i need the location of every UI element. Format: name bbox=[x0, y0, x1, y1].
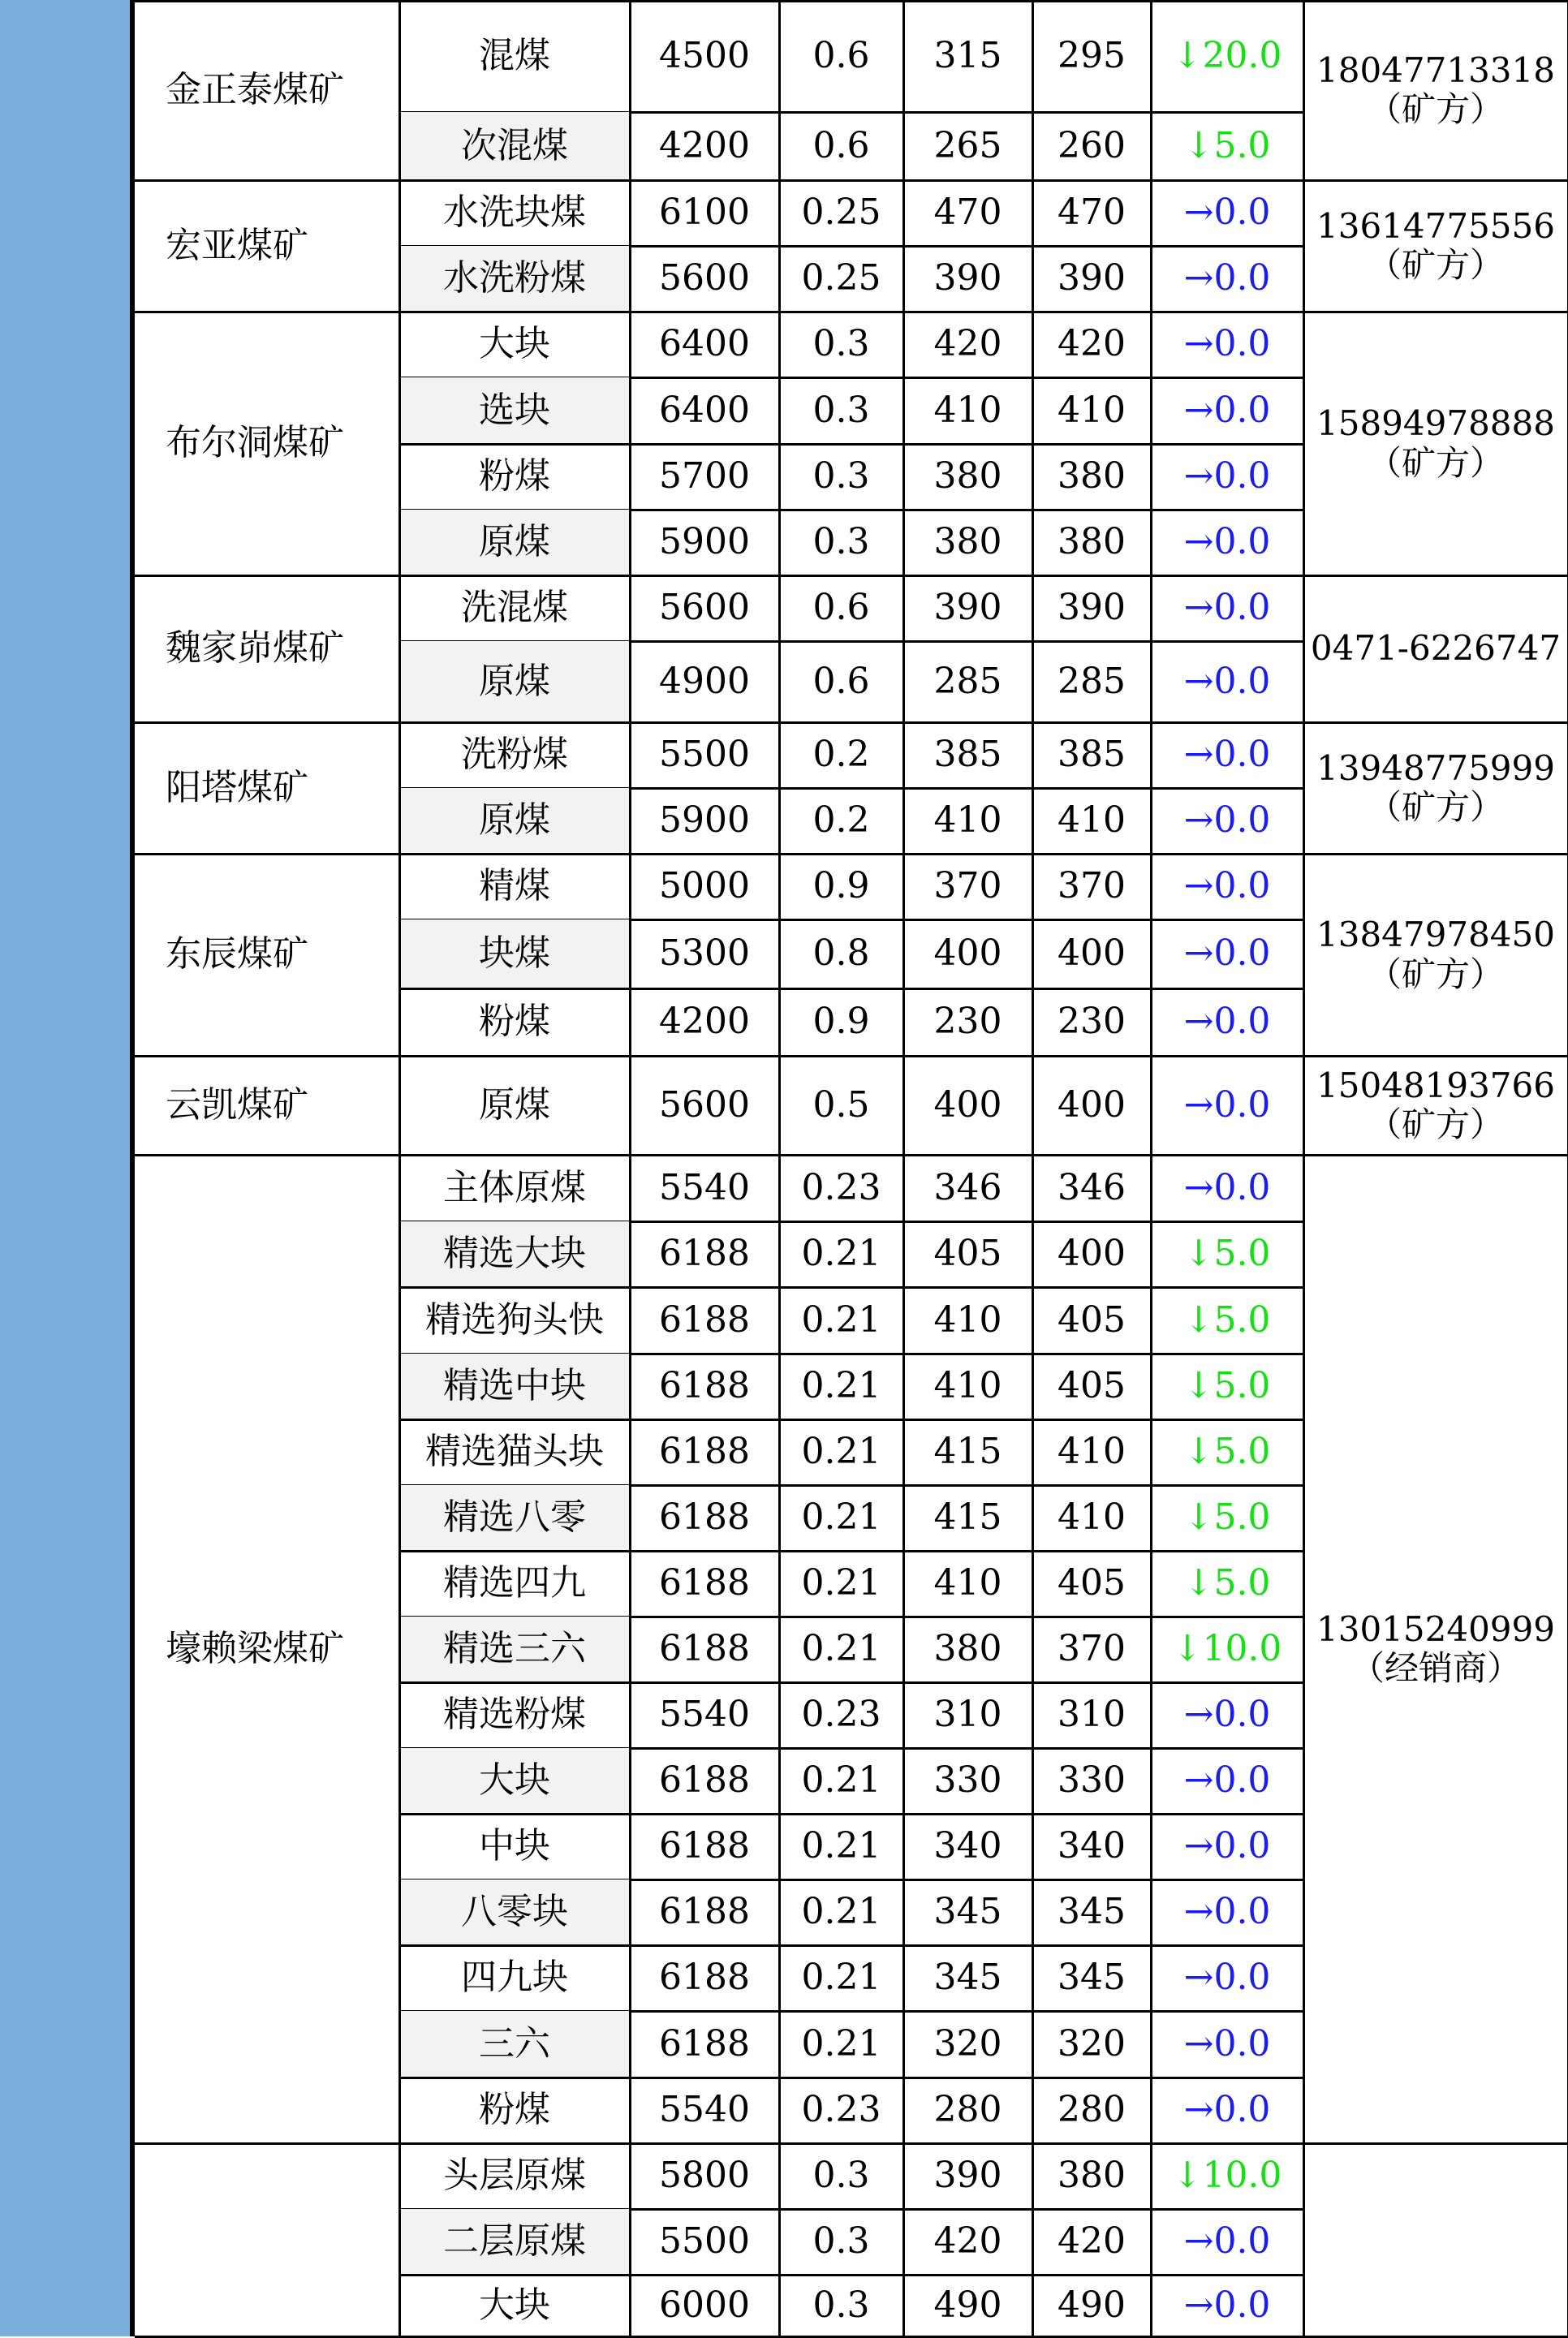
coal-price-table bbox=[135, 0, 1568, 2336]
contact-phone: 0471-6226747 bbox=[1310, 628, 1562, 669]
calorific-cell: 5540 bbox=[659, 1166, 750, 1208]
sulfur-cell: 0.8 bbox=[812, 932, 870, 975]
prev-price-cell: 390 bbox=[933, 2155, 1002, 2197]
price-cell: 470 bbox=[1058, 192, 1126, 234]
prev-price-cell: 280 bbox=[933, 2089, 1002, 2131]
contact-cell bbox=[1303, 1155, 1568, 2143]
product-cell: 主体原煤 bbox=[443, 1166, 586, 1208]
mine-name-cell: 金正泰煤矿 bbox=[166, 68, 344, 110]
product-cell: 粉煤 bbox=[479, 2089, 550, 2131]
contact-role: （矿方） bbox=[1367, 787, 1504, 827]
change-cell: →0.0 bbox=[1183, 587, 1271, 629]
sulfur-cell: 0.21 bbox=[801, 1957, 881, 1999]
prev-price-cell: 380 bbox=[933, 1628, 1002, 1670]
change-cell: ↓5.0 bbox=[1183, 1233, 1271, 1275]
sulfur-cell: 0.6 bbox=[812, 587, 870, 629]
sulfur-cell: 0.3 bbox=[812, 455, 870, 497]
calorific-cell: 5600 bbox=[659, 587, 750, 629]
sulfur-cell: 0.3 bbox=[812, 323, 870, 365]
sulfur-cell: 0.21 bbox=[801, 1891, 881, 1933]
sulfur-cell: 0.21 bbox=[801, 1431, 881, 1473]
product-cell: 大块 bbox=[399, 1748, 630, 1814]
sulfur-cell: 0.25 bbox=[801, 257, 881, 299]
sulfur-cell: 0.3 bbox=[812, 2284, 870, 2326]
change-cell: ↓5.0 bbox=[1183, 1562, 1271, 1604]
change-cell: →0.0 bbox=[1183, 455, 1271, 497]
contact-cell bbox=[1303, 854, 1568, 1056]
contact-phone: 13614775556 bbox=[1316, 205, 1555, 246]
mine-name-cell: 宏亚煤矿 bbox=[166, 224, 308, 266]
prev-price-cell: 230 bbox=[933, 1001, 1002, 1043]
change-cell: →0.0 bbox=[1183, 734, 1271, 776]
sulfur-cell: 0.5 bbox=[812, 1083, 870, 1126]
product-cell: 洗粉煤 bbox=[461, 734, 568, 776]
product-cell: 精选中块 bbox=[399, 1354, 630, 1419]
prev-price-cell: 400 bbox=[933, 1083, 1002, 1126]
change-cell: →0.0 bbox=[1183, 1891, 1271, 1933]
product-cell: 中块 bbox=[479, 1825, 550, 1867]
price-cell: 260 bbox=[1058, 124, 1126, 166]
prev-price-cell: 315 bbox=[933, 34, 1002, 76]
calorific-cell: 6400 bbox=[659, 323, 750, 365]
price-cell: 380 bbox=[1058, 455, 1126, 497]
product-cell: 原煤 bbox=[479, 1083, 550, 1126]
change-cell: →0.0 bbox=[1183, 932, 1271, 975]
contact-cell bbox=[1303, 180, 1568, 312]
prev-price-cell: 285 bbox=[933, 660, 1002, 702]
prev-price-cell: 390 bbox=[933, 257, 1002, 299]
calorific-cell: 4500 bbox=[659, 34, 750, 76]
sulfur-cell: 0.21 bbox=[801, 1233, 881, 1275]
calorific-cell: 5000 bbox=[659, 865, 750, 907]
product-cell: 粉煤 bbox=[479, 455, 550, 497]
contact-phone: 13015240999 bbox=[1316, 1608, 1555, 1649]
change-cell: →0.0 bbox=[1183, 192, 1271, 234]
change-cell: →0.0 bbox=[1183, 323, 1271, 365]
price-cell: 320 bbox=[1058, 2022, 1126, 2065]
product-cell: 原煤 bbox=[399, 510, 630, 575]
product-cell: 精选四九 bbox=[443, 1562, 586, 1604]
calorific-cell: 5900 bbox=[659, 799, 750, 842]
change-cell: ↓5.0 bbox=[1183, 124, 1271, 166]
price-cell: 370 bbox=[1058, 1628, 1126, 1670]
product-cell: 四九块 bbox=[461, 1957, 568, 1999]
contact-role: （矿方） bbox=[1367, 89, 1504, 129]
calorific-cell: 6188 bbox=[659, 1759, 750, 1802]
prev-price-cell: 410 bbox=[933, 389, 1002, 431]
calorific-cell: 6400 bbox=[659, 389, 750, 431]
price-cell: 400 bbox=[1058, 932, 1126, 975]
prev-price-cell: 330 bbox=[933, 1759, 1002, 1802]
contact-phone: 18047713318 bbox=[1316, 50, 1555, 90]
mine-name-cell: 东辰煤矿 bbox=[166, 933, 308, 975]
change-cell: →0.0 bbox=[1183, 257, 1271, 299]
mine-name-cell: 魏家峁煤矿 bbox=[166, 627, 344, 670]
change-cell: →0.0 bbox=[1183, 2284, 1271, 2326]
price-cell: 420 bbox=[1058, 2220, 1126, 2263]
change-cell: →0.0 bbox=[1183, 1825, 1271, 1867]
column-divider bbox=[398, 0, 401, 2336]
price-cell: 390 bbox=[1058, 257, 1126, 299]
contact-role: （矿方） bbox=[1367, 442, 1504, 483]
price-cell: 410 bbox=[1058, 1431, 1126, 1473]
mine-name-cell bbox=[135, 2143, 399, 2336]
sulfur-cell: 0.21 bbox=[801, 1825, 881, 1867]
prev-price-cell: 470 bbox=[933, 192, 1002, 234]
price-cell: 400 bbox=[1058, 1233, 1126, 1275]
calorific-cell: 6188 bbox=[659, 1957, 750, 1999]
price-cell: 410 bbox=[1058, 799, 1126, 842]
product-cell: 粉煤 bbox=[479, 1001, 550, 1043]
prev-price-cell: 390 bbox=[933, 587, 1002, 629]
calorific-cell: 5500 bbox=[659, 734, 750, 776]
prev-price-cell: 346 bbox=[933, 1166, 1002, 1208]
change-cell: →0.0 bbox=[1183, 1957, 1271, 1999]
price-cell: 345 bbox=[1058, 1891, 1126, 1933]
change-cell: →0.0 bbox=[1183, 660, 1271, 702]
prev-price-cell: 380 bbox=[933, 455, 1002, 497]
prev-price-cell: 340 bbox=[933, 1825, 1002, 1867]
prev-price-cell: 415 bbox=[933, 1431, 1002, 1473]
product-cell: 原煤 bbox=[399, 641, 630, 722]
prev-price-cell: 345 bbox=[933, 1891, 1002, 1933]
calorific-cell: 4900 bbox=[659, 660, 750, 702]
contact-cell bbox=[1303, 1056, 1568, 1155]
price-cell: 345 bbox=[1058, 1957, 1126, 1999]
column-divider bbox=[778, 0, 781, 2336]
prev-price-cell: 265 bbox=[933, 124, 1002, 166]
contact-phone: 13948775999 bbox=[1316, 747, 1555, 788]
product-cell: 头层原煤 bbox=[443, 2155, 586, 2197]
calorific-cell: 6188 bbox=[659, 1431, 750, 1473]
prev-price-cell: 370 bbox=[933, 865, 1002, 907]
prev-price-cell: 400 bbox=[933, 932, 1002, 975]
change-cell: →0.0 bbox=[1183, 1759, 1271, 1802]
product-cell: 三六 bbox=[399, 2011, 630, 2078]
sulfur-cell: 0.3 bbox=[812, 389, 870, 431]
mine-name-cell: 云凯煤矿 bbox=[166, 1083, 308, 1126]
price-cell: 410 bbox=[1058, 1496, 1126, 1539]
prev-price-cell: 415 bbox=[933, 1496, 1002, 1539]
mine-name-cell: 布尔洞煤矿 bbox=[166, 422, 344, 464]
calorific-cell: 6188 bbox=[659, 1496, 750, 1539]
sulfur-cell: 0.21 bbox=[801, 1562, 881, 1604]
sulfur-cell: 0.9 bbox=[812, 865, 870, 907]
product-cell: 八零块 bbox=[399, 1879, 630, 1945]
table-top-border bbox=[135, 0, 1568, 2]
calorific-cell: 5500 bbox=[659, 2220, 750, 2263]
price-cell: 405 bbox=[1058, 1365, 1126, 1407]
product-cell: 混煤 bbox=[479, 34, 550, 76]
column-divider bbox=[1150, 0, 1152, 2336]
prev-price-cell: 405 bbox=[933, 1233, 1002, 1275]
sulfur-cell: 0.23 bbox=[801, 2089, 881, 2131]
sulfur-cell: 0.3 bbox=[812, 521, 870, 563]
change-cell: ↓20.0 bbox=[1172, 34, 1282, 76]
sulfur-cell: 0.3 bbox=[812, 2155, 870, 2197]
change-cell: →0.0 bbox=[1183, 1083, 1271, 1126]
product-cell: 水洗块煤 bbox=[443, 192, 586, 234]
change-cell: →0.0 bbox=[1183, 799, 1271, 842]
price-cell: 380 bbox=[1058, 521, 1126, 563]
price-cell: 400 bbox=[1058, 1083, 1126, 1126]
sulfur-cell: 0.21 bbox=[801, 2022, 881, 2065]
sulfur-cell: 0.6 bbox=[812, 660, 870, 702]
price-cell: 405 bbox=[1058, 1298, 1126, 1341]
calorific-cell: 6188 bbox=[659, 1562, 750, 1604]
contact-phone: 13847978450 bbox=[1316, 915, 1555, 955]
column-divider bbox=[1032, 0, 1034, 2336]
sulfur-cell: 0.21 bbox=[801, 1298, 881, 1341]
mine-name-cell: 阳塔煤矿 bbox=[166, 766, 308, 808]
change-cell: ↓10.0 bbox=[1172, 2155, 1282, 2197]
contact-role: （矿方） bbox=[1367, 954, 1504, 994]
calorific-cell: 5600 bbox=[659, 1083, 750, 1126]
change-cell: →0.0 bbox=[1183, 865, 1271, 907]
column-divider bbox=[902, 0, 905, 2336]
product-cell: 精选狗头快 bbox=[425, 1298, 604, 1341]
product-cell: 二层原煤 bbox=[399, 2209, 630, 2275]
change-cell: ↓5.0 bbox=[1183, 1431, 1271, 1473]
change-cell: ↓5.0 bbox=[1183, 1496, 1271, 1539]
calorific-cell: 6188 bbox=[659, 1825, 750, 1867]
change-cell: →0.0 bbox=[1183, 2220, 1271, 2263]
sulfur-cell: 0.6 bbox=[812, 124, 870, 166]
calorific-cell: 6188 bbox=[659, 1628, 750, 1670]
product-cell: 精选猫头块 bbox=[425, 1431, 604, 1473]
contact-phone: 15048193766 bbox=[1316, 1065, 1555, 1105]
calorific-cell: 5700 bbox=[659, 455, 750, 497]
sulfur-cell: 0.21 bbox=[801, 1496, 881, 1539]
change-cell: →0.0 bbox=[1183, 521, 1271, 563]
prev-price-cell: 410 bbox=[933, 1562, 1002, 1604]
product-cell: 大块 bbox=[479, 323, 550, 365]
price-cell: 410 bbox=[1058, 389, 1126, 431]
contact-cell bbox=[1303, 0, 1568, 180]
sulfur-cell: 0.25 bbox=[801, 192, 881, 234]
sulfur-cell: 0.21 bbox=[801, 1365, 881, 1407]
calorific-cell: 6188 bbox=[659, 1891, 750, 1933]
calorific-cell: 6188 bbox=[659, 1365, 750, 1407]
prev-price-cell: 490 bbox=[933, 2284, 1002, 2326]
prev-price-cell: 420 bbox=[933, 2220, 1002, 2263]
sulfur-cell: 0.6 bbox=[812, 34, 870, 76]
prev-price-cell: 380 bbox=[933, 521, 1002, 563]
price-cell: 310 bbox=[1058, 1694, 1126, 1736]
product-cell: 选块 bbox=[399, 377, 630, 444]
sulfur-cell: 0.3 bbox=[812, 2220, 870, 2263]
calorific-cell: 4200 bbox=[659, 124, 750, 166]
calorific-cell: 6188 bbox=[659, 2022, 750, 2065]
product-cell: 洗混煤 bbox=[461, 587, 568, 629]
prev-price-cell: 385 bbox=[933, 734, 1002, 776]
change-cell: →0.0 bbox=[1183, 1694, 1271, 1736]
calorific-cell: 4200 bbox=[659, 1001, 750, 1043]
contact-role: （经销商） bbox=[1350, 1648, 1521, 1688]
price-cell: 380 bbox=[1058, 2155, 1126, 2197]
price-cell: 385 bbox=[1058, 734, 1126, 776]
contact-cell bbox=[1303, 2143, 1568, 2336]
sulfur-cell: 0.2 bbox=[812, 734, 870, 776]
prev-price-cell: 310 bbox=[933, 1694, 1002, 1736]
calorific-cell: 5300 bbox=[659, 932, 750, 975]
product-cell: 精选八零 bbox=[399, 1485, 630, 1551]
contact-role: （矿方） bbox=[1367, 245, 1504, 285]
change-cell: →0.0 bbox=[1183, 1166, 1271, 1208]
price-cell: 390 bbox=[1058, 587, 1126, 629]
price-cell: 340 bbox=[1058, 1825, 1126, 1867]
product-cell: 大块 bbox=[479, 2284, 550, 2326]
product-cell: 精选三六 bbox=[399, 1617, 630, 1682]
prev-price-cell: 345 bbox=[933, 1957, 1002, 1999]
calorific-cell: 5600 bbox=[659, 257, 750, 299]
product-cell: 原煤 bbox=[399, 788, 630, 854]
sulfur-cell: 0.21 bbox=[801, 1628, 881, 1670]
contact-role: （矿方） bbox=[1367, 1104, 1504, 1144]
price-cell: 330 bbox=[1058, 1759, 1126, 1802]
calorific-cell: 6188 bbox=[659, 1298, 750, 1341]
product-cell: 次混煤 bbox=[399, 112, 630, 180]
price-cell: 295 bbox=[1058, 34, 1126, 76]
calorific-cell: 5800 bbox=[659, 2155, 750, 2197]
prev-price-cell: 410 bbox=[933, 799, 1002, 842]
product-cell: 精选大块 bbox=[399, 1221, 630, 1287]
sulfur-cell: 0.9 bbox=[812, 1001, 870, 1043]
sulfur-cell: 0.23 bbox=[801, 1694, 881, 1736]
price-cell: 405 bbox=[1058, 1562, 1126, 1604]
product-cell: 块煤 bbox=[399, 919, 630, 988]
sulfur-cell: 0.2 bbox=[812, 799, 870, 842]
column-divider bbox=[1303, 0, 1305, 2336]
prev-price-cell: 410 bbox=[933, 1365, 1002, 1407]
price-cell: 420 bbox=[1058, 323, 1126, 365]
price-cell: 285 bbox=[1058, 660, 1126, 702]
price-cell: 490 bbox=[1058, 2284, 1126, 2326]
change-cell: →0.0 bbox=[1183, 1001, 1271, 1043]
calorific-cell: 6100 bbox=[659, 192, 750, 234]
price-cell: 370 bbox=[1058, 865, 1126, 907]
column-divider bbox=[629, 0, 631, 2336]
change-cell: →0.0 bbox=[1183, 389, 1271, 431]
calorific-cell: 5900 bbox=[659, 521, 750, 563]
product-cell: 精煤 bbox=[479, 865, 550, 907]
contact-phone: 15894978888 bbox=[1316, 403, 1555, 444]
prev-price-cell: 420 bbox=[933, 323, 1002, 365]
mine-name-cell: 壕赖梁煤矿 bbox=[166, 1627, 344, 1669]
price-cell: 280 bbox=[1058, 2089, 1126, 2131]
price-cell: 346 bbox=[1058, 1166, 1126, 1208]
product-cell: 精选粉煤 bbox=[443, 1694, 586, 1736]
contact-cell bbox=[1303, 575, 1568, 722]
price-cell: 230 bbox=[1058, 1001, 1126, 1043]
change-cell: ↓5.0 bbox=[1183, 1365, 1271, 1407]
contact-cell bbox=[1303, 312, 1568, 575]
calorific-cell: 6188 bbox=[659, 1233, 750, 1275]
change-cell: ↓10.0 bbox=[1172, 1628, 1282, 1670]
calorific-cell: 6000 bbox=[659, 2284, 750, 2326]
product-cell: 水洗粉煤 bbox=[399, 246, 630, 312]
contact-cell bbox=[1303, 722, 1568, 854]
change-cell: ↓5.0 bbox=[1183, 1298, 1271, 1341]
change-cell: →0.0 bbox=[1183, 2022, 1271, 2065]
calorific-cell: 5540 bbox=[659, 2089, 750, 2131]
sulfur-cell: 0.23 bbox=[801, 1166, 881, 1208]
left-color-band bbox=[0, 0, 130, 2336]
calorific-cell: 5540 bbox=[659, 1694, 750, 1736]
change-cell: →0.0 bbox=[1183, 2089, 1271, 2131]
sulfur-cell: 0.21 bbox=[801, 1759, 881, 1802]
prev-price-cell: 320 bbox=[933, 2022, 1002, 2065]
prev-price-cell: 410 bbox=[933, 1298, 1002, 1341]
